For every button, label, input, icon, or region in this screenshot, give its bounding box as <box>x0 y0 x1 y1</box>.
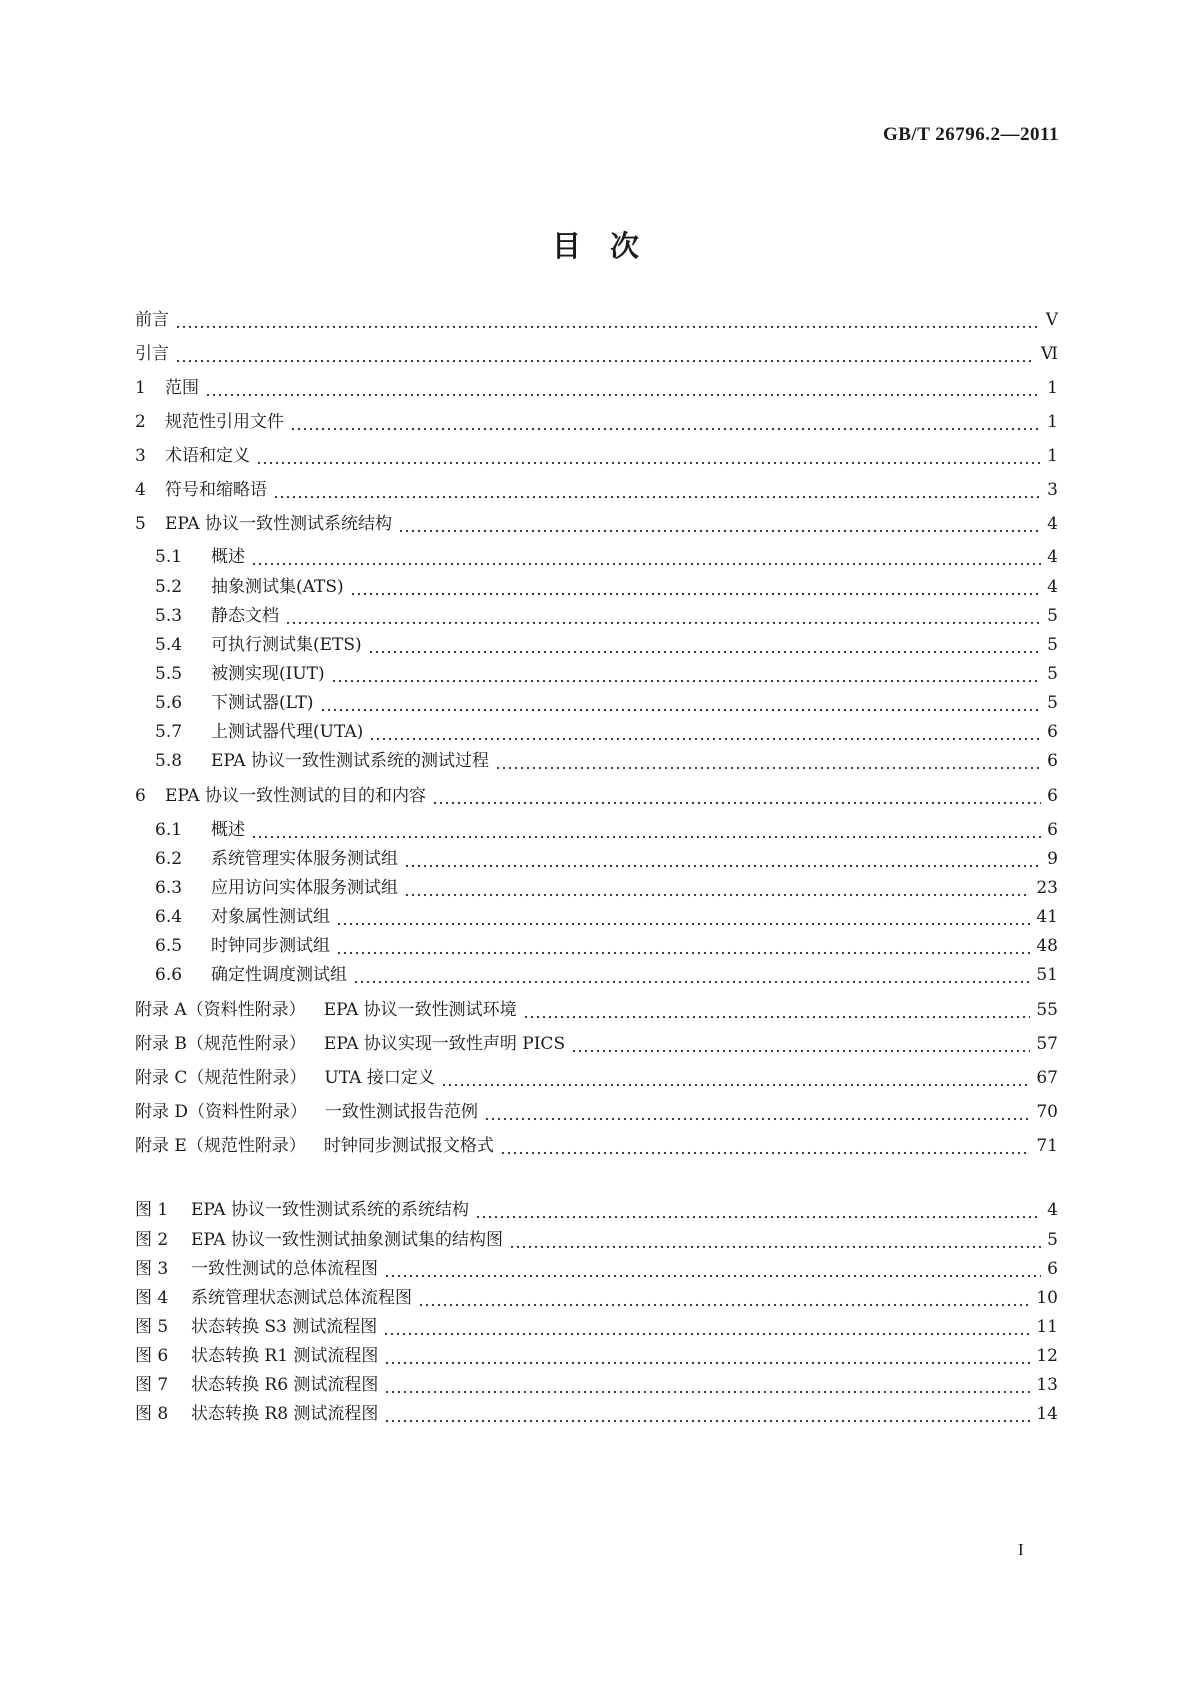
dot-leader <box>404 849 1041 869</box>
toc-entry-page: 6 <box>1047 786 1058 806</box>
toc-entry[interactable] <box>155 543 1058 567</box>
toc-entry-page: 4 <box>1047 547 1058 567</box>
toc-entry[interactable] <box>135 1098 1058 1122</box>
dot-leader <box>320 693 1042 713</box>
toc-entry-page: 5 <box>1047 1230 1058 1250</box>
toc-entry[interactable] <box>135 374 1058 398</box>
toc-entry-page: 9 <box>1047 849 1058 869</box>
toc-entry[interactable] <box>135 408 1058 432</box>
toc-entry-number: 5.1 <box>155 547 183 567</box>
toc-entry-number: 图 1 <box>135 1200 169 1220</box>
toc-entry-number: 1 <box>135 378 146 398</box>
toc-entry-title: 确定性调度测试组 <box>211 965 347 985</box>
dot-leader <box>384 1404 1030 1424</box>
toc-entry[interactable] <box>155 602 1058 626</box>
toc-entry-number: 附录 D（资料性附录） <box>135 1102 308 1122</box>
dot-leader <box>353 965 1030 985</box>
toc-entry-title: 状态转换 R8 测试流程图 <box>191 1404 379 1424</box>
toc-entry-title: 术语和定义 <box>165 446 250 466</box>
dot-leader <box>495 751 1041 771</box>
toc-entry-page: 55 <box>1036 1000 1058 1020</box>
dot-leader <box>384 1375 1030 1395</box>
toc-entry-page: Ⅴ <box>1045 310 1058 330</box>
toc-title: 目 次 <box>551 229 639 263</box>
toc-entry-page: 1 <box>1047 412 1058 432</box>
toc-entry-page: 41 <box>1036 907 1058 927</box>
toc-entry-number: 附录 C（规范性附录） <box>135 1068 307 1088</box>
toc-entry[interactable] <box>155 961 1058 985</box>
page-number: I <box>1018 1540 1024 1559</box>
toc-entry-title: 状态转换 R1 测试流程图 <box>191 1346 379 1366</box>
toc-entry[interactable] <box>135 1313 1058 1337</box>
dot-leader <box>285 606 1041 626</box>
toc-entry-number: 5.8 <box>155 751 183 771</box>
toc-entry-number: 图 4 <box>135 1288 169 1308</box>
toc-entry[interactable] <box>155 660 1058 684</box>
toc-entry-page: 14 <box>1036 1404 1058 1424</box>
toc-entry-number: 2 <box>135 412 146 432</box>
dot-leader <box>509 1230 1041 1250</box>
toc-entry-number: 6.2 <box>155 849 183 869</box>
toc-entry-page: 6 <box>1047 751 1058 771</box>
toc-entry[interactable] <box>135 442 1058 466</box>
dot-leader <box>175 344 1035 364</box>
toc-entry-title: 时钟同步测试组 <box>211 936 330 956</box>
toc-entry-title: 系统管理状态测试总体流程图 <box>191 1288 412 1308</box>
toc-entry[interactable] <box>135 1132 1058 1156</box>
dot-leader <box>251 820 1041 840</box>
toc-entry[interactable] <box>135 1064 1058 1088</box>
toc-entry-number: 附录 A（资料性附录） <box>135 1000 306 1020</box>
toc-entry-number: 图 7 <box>135 1375 169 1395</box>
toc-entry[interactable] <box>135 996 1058 1020</box>
dot-leader <box>500 1136 1031 1156</box>
toc-entry-title: EPA 协议一致性测试系统的测试过程 <box>211 751 489 771</box>
dot-leader <box>384 1259 1041 1279</box>
toc-entry[interactable] <box>135 1371 1058 1395</box>
toc-entry-title: 静态文档 <box>211 606 279 626</box>
toc-entry-page: 10 <box>1036 1288 1058 1308</box>
toc-entry[interactable] <box>135 1196 1058 1220</box>
dot-leader <box>290 412 1041 432</box>
toc-entry-page: 67 <box>1036 1068 1058 1088</box>
toc-entry[interactable] <box>135 1226 1058 1250</box>
dot-leader <box>251 547 1041 567</box>
toc-entry[interactable] <box>135 340 1058 364</box>
toc-entry[interactable] <box>155 573 1058 597</box>
dot-leader <box>384 1346 1030 1366</box>
toc-entry-page: 6 <box>1047 1259 1058 1279</box>
toc-entry-title: EPA 协议一致性测试抽象测试集的结构图 <box>191 1230 503 1250</box>
toc-entry-title: 状态转换 S3 测试流程图 <box>191 1317 378 1337</box>
toc-entry-title: 时钟同步测试报文格式 <box>323 1136 494 1156</box>
dot-leader <box>175 310 1040 330</box>
dot-leader <box>571 1034 1030 1054</box>
toc-entry-title: 一致性测试的总体流程图 <box>191 1259 378 1279</box>
toc-entry-title: 一致性测试报告范例 <box>325 1102 479 1122</box>
toc-entry-title: 符号和缩略语 <box>165 480 267 500</box>
toc-entry-title: 规范性引用文件 <box>165 412 284 432</box>
toc-entry-number: 图 3 <box>135 1259 169 1279</box>
toc-entry-title: 下测试器(LT) <box>211 693 314 713</box>
toc-entry-number: 6.5 <box>155 936 183 956</box>
toc-entry-title: 可执行测试集(ETS) <box>211 635 362 655</box>
toc-entry-number: 5.6 <box>155 693 183 713</box>
toc-entry-page: 5 <box>1047 606 1058 626</box>
dot-leader <box>336 907 1030 927</box>
toc-entry-page: 57 <box>1036 1034 1058 1054</box>
toc-entry-page: 6 <box>1047 820 1058 840</box>
toc-entry-number: 3 <box>135 446 146 466</box>
toc-entry[interactable] <box>155 932 1058 956</box>
toc-entry[interactable] <box>135 1342 1058 1366</box>
toc-entry-title: EPA 协议一致性测试的目的和内容 <box>165 786 426 806</box>
toc-entry-page: 13 <box>1036 1375 1058 1395</box>
toc-entry-number: 5.5 <box>155 664 183 684</box>
dot-leader <box>418 1288 1030 1308</box>
dot-leader <box>484 1102 1030 1122</box>
dot-leader <box>398 514 1041 534</box>
dot-leader <box>256 446 1041 466</box>
dot-leader <box>331 664 1042 684</box>
toc-entry[interactable] <box>155 903 1058 927</box>
toc-entry[interactable] <box>155 631 1058 655</box>
toc-entry[interactable] <box>155 816 1058 840</box>
toc-entry-title: EPA 协议一致性测试系统的系统结构 <box>191 1200 469 1220</box>
toc-entry[interactable] <box>155 689 1058 713</box>
dot-leader <box>205 378 1041 398</box>
toc-entry-page: 48 <box>1036 936 1058 956</box>
toc-entry-title: 引言 <box>135 344 169 364</box>
toc-entry-page: 5 <box>1047 635 1058 655</box>
toc-entry-title: 被测实现(IUT) <box>211 664 325 684</box>
toc-entry-number: 图 8 <box>135 1404 169 1424</box>
toc-entry[interactable] <box>135 1255 1058 1279</box>
toc-entry-number: 6.3 <box>155 878 183 898</box>
toc-entry-number: 附录 B（规范性附录） <box>135 1034 306 1054</box>
toc-entry-page: 1 <box>1047 378 1058 398</box>
toc-entry-page: 5 <box>1047 664 1058 684</box>
dot-leader <box>383 1317 1030 1337</box>
toc-entry-number: 5 <box>135 514 146 534</box>
toc-entry-number: 图 2 <box>135 1230 169 1250</box>
toc-entry-number: 6 <box>135 786 146 806</box>
toc-entry-title: 上测试器代理(UTA) <box>211 722 364 742</box>
toc-entry-page: 70 <box>1036 1102 1058 1122</box>
toc-entry[interactable] <box>135 1400 1058 1424</box>
toc-entry[interactable] <box>135 782 1058 806</box>
toc-entry-number: 图 6 <box>135 1346 169 1366</box>
toc-entry-page: 4 <box>1047 577 1058 597</box>
toc-entry-number: 6.4 <box>155 907 183 927</box>
toc-entry-number: 6.6 <box>155 965 183 985</box>
toc-entry[interactable] <box>155 718 1058 742</box>
dot-leader <box>369 722 1041 742</box>
dot-leader <box>523 1000 1031 1020</box>
toc-entry-number: 6.1 <box>155 820 183 840</box>
toc-entry-page: 23 <box>1036 878 1058 898</box>
dot-leader <box>273 480 1041 500</box>
toc-entry-page: 4 <box>1047 514 1058 534</box>
toc-entry-page: 51 <box>1036 965 1058 985</box>
dot-leader <box>441 1068 1031 1088</box>
toc-entry[interactable] <box>135 510 1058 534</box>
toc-entry-number: 附录 E（规范性附录） <box>135 1136 306 1156</box>
toc-entry[interactable] <box>135 476 1058 500</box>
toc-entry-number: 4 <box>135 480 146 500</box>
toc-entry-number: 图 5 <box>135 1317 169 1337</box>
toc-entry[interactable] <box>155 845 1058 869</box>
toc-entry-page: 1 <box>1047 446 1058 466</box>
toc-entry-title: EPA 协议一致性测试环境 <box>323 1000 517 1020</box>
toc-entry-title: 概述 <box>211 547 245 567</box>
toc-entry[interactable] <box>135 1284 1058 1308</box>
dot-leader <box>368 635 1042 655</box>
toc-entry-title: 抽象测试集(ATS) <box>211 577 344 597</box>
toc-entry-title: 应用访问实体服务测试组 <box>211 878 398 898</box>
toc-entry[interactable] <box>155 747 1058 771</box>
dot-leader <box>475 1200 1041 1220</box>
toc-entry-title: 系统管理实体服务测试组 <box>211 849 398 869</box>
standard-code: GB/T 26796.2—2011 <box>882 124 1059 145</box>
toc-entry[interactable] <box>135 1030 1058 1054</box>
toc-entry-page: 4 <box>1047 1200 1058 1220</box>
dot-leader <box>404 878 1030 898</box>
toc-entry-page: 11 <box>1036 1317 1058 1337</box>
toc-entry-page: 5 <box>1047 693 1058 713</box>
toc-entry-title: 状态转换 R6 测试流程图 <box>191 1375 379 1395</box>
toc-entry-title: 前言 <box>135 310 169 330</box>
dot-leader <box>336 936 1030 956</box>
toc-entry-title: UTA 接口定义 <box>324 1068 435 1088</box>
toc-entry[interactable] <box>135 306 1058 330</box>
dot-leader <box>350 577 1042 597</box>
toc-entry[interactable] <box>155 874 1058 898</box>
toc-entry-page: 6 <box>1047 722 1058 742</box>
toc-entry-title: EPA 协议实现一致性声明 PICS <box>323 1034 566 1054</box>
toc-entry-title: 范围 <box>165 378 199 398</box>
toc-entry-page: Ⅵ <box>1040 344 1058 364</box>
toc-entry-title: 概述 <box>211 820 245 840</box>
toc-entry-number: 5.2 <box>155 577 183 597</box>
toc-entry-number: 5.7 <box>155 722 183 742</box>
toc-entry-page: 12 <box>1036 1346 1058 1366</box>
toc-entry-number: 5.4 <box>155 635 183 655</box>
dot-leader <box>432 786 1041 806</box>
toc-entry-page: 71 <box>1036 1136 1058 1156</box>
toc-entry-page: 3 <box>1047 480 1058 500</box>
toc-entry-title: 对象属性测试组 <box>211 907 330 927</box>
toc-entry-title: EPA 协议一致性测试系统结构 <box>165 514 392 534</box>
toc-entry-number: 5.3 <box>155 606 183 626</box>
